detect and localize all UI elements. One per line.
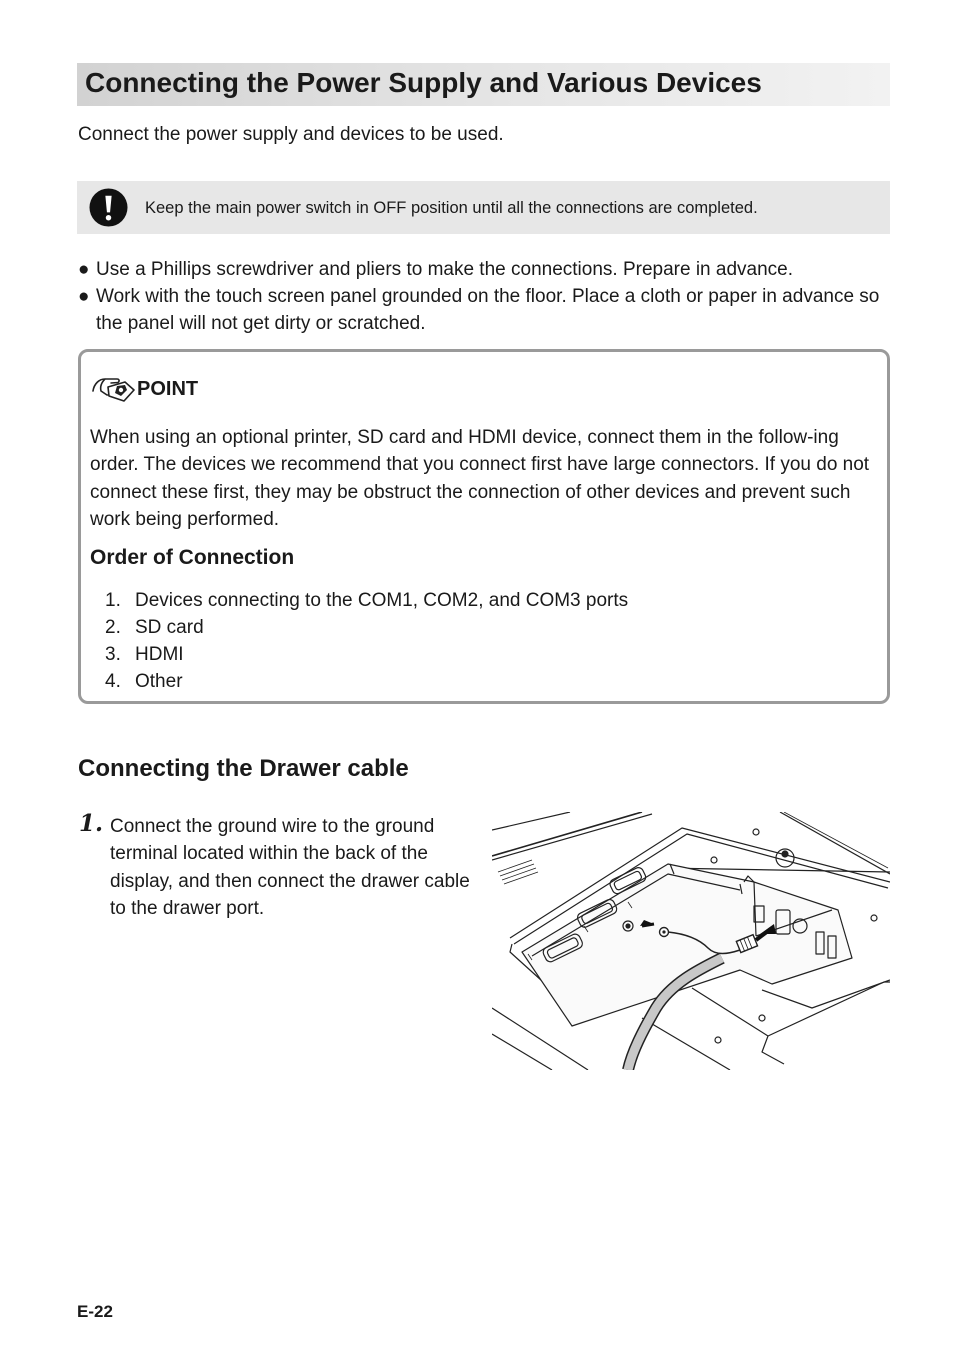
section-heading: Connecting the Drawer cable (78, 755, 409, 782)
item-number: 3. (105, 644, 121, 665)
exclamation-icon (89, 188, 128, 227)
list-item (78, 256, 890, 283)
point-hand-icon (91, 374, 135, 404)
point-body: When using an optional printer, SD card and HDMI device, connect them in the follow-ing order. The devices we recommend that you connect first have large connectors. If you do not connect these first, they may be obstruct the connection of other devices and prevent such work being performed. (90, 427, 870, 530)
page-title: Connecting the Power Supply and Various Devices (85, 67, 762, 98)
bullet-marker: ● (78, 259, 90, 280)
item-text: Devices connecting to the COM1, COM2, and COM3 ports (135, 590, 629, 611)
bullet-text: Work with the touch screen panel grounded on the floor. Place a cloth or paper in advance so the panel will not get dirty or scratched. (96, 286, 880, 334)
item-number: 4. (105, 671, 121, 692)
caution-text: Keep the main power switch in OFF position until all the connections are completed. (145, 199, 758, 217)
list-item (105, 614, 628, 641)
order-list (105, 587, 628, 695)
bullet-text: Use a Phillips screwdriver and pliers to make the connections. Prepare in advance. (96, 259, 794, 280)
bullet-marker: ● (78, 286, 90, 307)
point-box (78, 349, 890, 704)
bullet-list (78, 256, 890, 337)
item-number: 1. (105, 590, 121, 611)
order-heading: Order of Connection (90, 546, 295, 569)
step-text: Connect the ground wire to the ground terminal located within the back of the display, and then connect the drawer cable to the drawer port. (110, 816, 470, 919)
drawer-cable-illustration (492, 812, 890, 1070)
list-item (105, 587, 628, 614)
point-label: POINT (137, 378, 199, 400)
caution-box (77, 181, 890, 234)
list-item (105, 668, 628, 695)
page-number: E-22 (77, 1302, 113, 1321)
item-number: 2. (105, 617, 121, 638)
list-item (105, 641, 628, 668)
list-item (78, 283, 890, 337)
step-number: 1. (79, 810, 104, 837)
item-text: SD card (135, 617, 204, 638)
intro-text: Connect the power supply and devices to be used. (78, 124, 504, 145)
title-bar (77, 63, 890, 106)
item-text: HDMI (135, 644, 184, 665)
item-text: Other (135, 671, 183, 692)
